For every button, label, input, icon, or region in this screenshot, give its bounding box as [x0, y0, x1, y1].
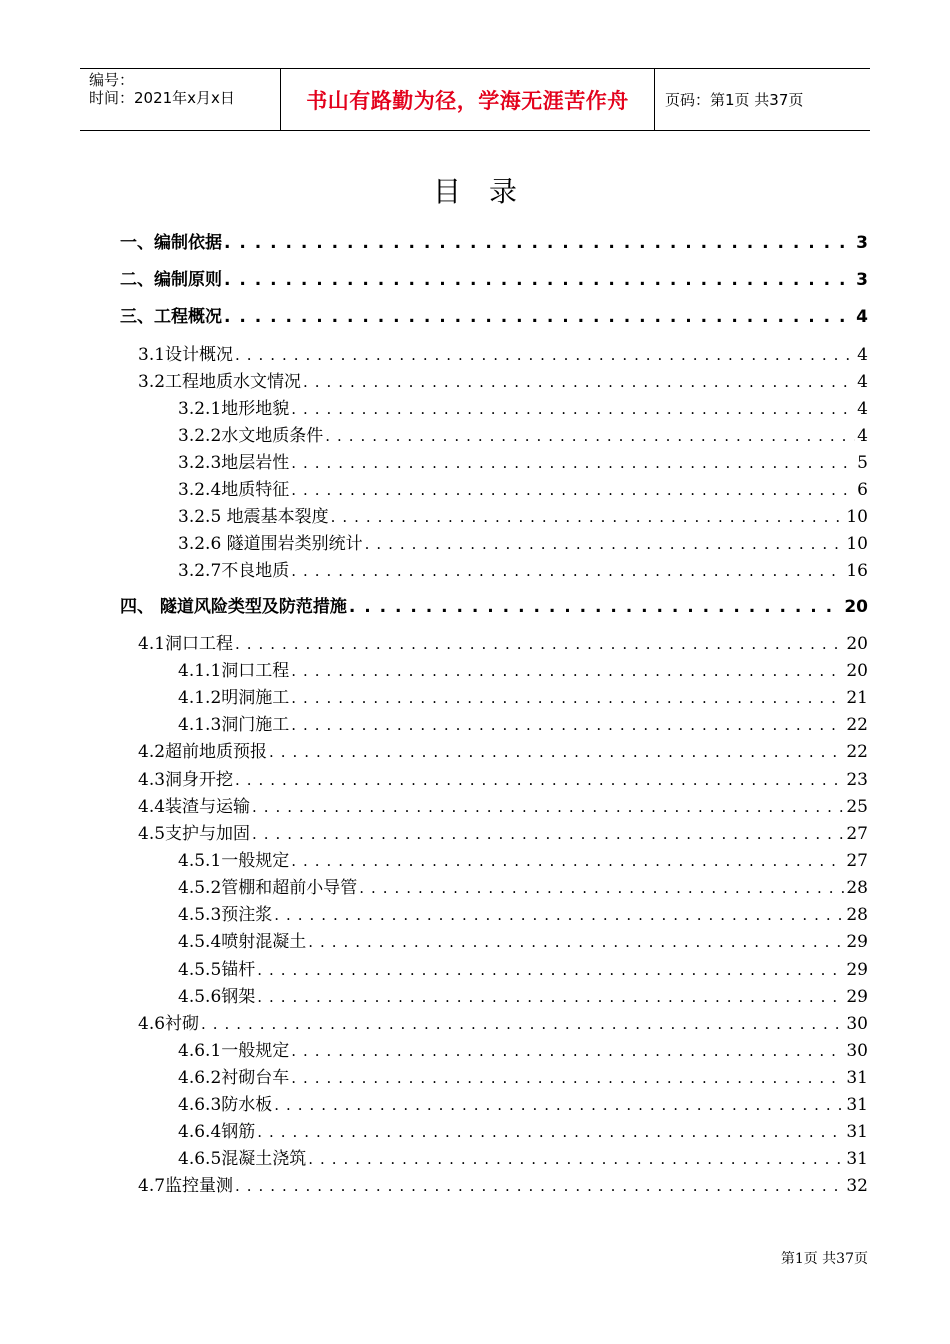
document-time-label: 时间：2021年x月x日 — [89, 89, 235, 107]
toc-entry-page: 31 — [846, 1068, 868, 1088]
toc-entry[interactable] — [178, 556, 868, 581]
toc-dot-leader — [291, 716, 844, 734]
toc-entry-page: 4 — [857, 372, 868, 392]
toc-entry-page: 28 — [846, 878, 868, 898]
toc-entry[interactable] — [178, 421, 868, 446]
toc-dot-leader — [291, 662, 844, 680]
toc-entry-label: 3.2工程地质水文情况 — [138, 372, 302, 392]
toc-entry-page: 10 — [846, 534, 868, 554]
toc-dot-leader — [235, 346, 855, 364]
toc-entry[interactable] — [178, 475, 868, 500]
toc-entry-label: 4.4装渣与运输 — [138, 797, 251, 817]
toc-entry-page: 31 — [846, 1122, 868, 1142]
toc-dot-leader — [291, 400, 855, 418]
toc-dot-leader — [235, 771, 844, 789]
toc-entry-label: 3.2.5 地震基本裂度 — [178, 507, 329, 527]
toc-entry-label: 4.2超前地质预报 — [138, 742, 268, 762]
toc-entry-label: 4.6.1一般规定 — [178, 1041, 290, 1061]
toc-entry-label: 4.6衬砌 — [138, 1014, 200, 1034]
toc-dot-leader — [303, 373, 855, 391]
toc-entry-label: 4.1洞口工程 — [138, 634, 234, 654]
toc-entry-page: 5 — [857, 453, 868, 473]
toc-entry-label: 4.7监控量测 — [138, 1176, 234, 1196]
toc-entry-page: 10 — [846, 507, 868, 527]
toc-entry[interactable] — [120, 265, 868, 290]
toc-entry-label: 4.5.6钢架 — [178, 987, 256, 1007]
toc-entry[interactable] — [138, 819, 868, 844]
toc-entry-label: 3.2.2水文地质条件 — [178, 426, 324, 446]
toc-entry-label: 4.6.3防水板 — [178, 1095, 273, 1115]
toc-entry-page: 31 — [846, 1095, 868, 1115]
toc-entry[interactable] — [178, 846, 868, 871]
toc-entry[interactable] — [178, 927, 868, 952]
toc-entry-page: 29 — [846, 960, 868, 980]
toc-entry[interactable] — [138, 765, 868, 790]
toc-entry[interactable] — [120, 228, 868, 253]
toc-dot-leader — [291, 454, 855, 472]
toc-entry-label: 4.5支护与加固 — [138, 824, 251, 844]
toc-dot-leader — [257, 988, 844, 1006]
toc-entry[interactable] — [178, 1090, 868, 1115]
toc-entry-label: 4.5.3预注浆 — [178, 905, 273, 925]
toc-entry-label: 三、工程概况 — [120, 307, 222, 327]
toc-entry[interactable] — [178, 1117, 868, 1142]
toc-dot-leader — [252, 798, 844, 816]
toc-dot-leader — [291, 1069, 844, 1087]
toc-entry[interactable] — [178, 656, 868, 681]
toc-entry-label: 4.6.4钢筋 — [178, 1122, 256, 1142]
toc-dot-leader — [274, 906, 844, 924]
toc-entry-page: 20 — [846, 634, 868, 654]
toc-entry[interactable] — [178, 1036, 868, 1061]
toc-entry-page: 6 — [857, 480, 868, 500]
toc-entry-page: 3 — [856, 270, 868, 290]
toc-entry-page: 27 — [846, 851, 868, 871]
toc-entry-page: 3 — [856, 233, 868, 253]
toc-entry-page: 31 — [846, 1149, 868, 1169]
toc-entry[interactable] — [178, 683, 868, 708]
page-footer: 第1页 共37页 — [780, 1251, 868, 1267]
toc-entry-page: 22 — [846, 742, 868, 762]
toc-entry[interactable] — [178, 982, 868, 1007]
toc-entry-page: 4 — [857, 345, 868, 365]
toc-entry-label: 4.1.2明洞施工 — [178, 688, 290, 708]
toc-entry-page: 32 — [846, 1176, 868, 1196]
toc-entry[interactable] — [178, 900, 868, 925]
toc-dot-leader — [274, 1096, 844, 1114]
toc-entry-page: 30 — [846, 1041, 868, 1061]
toc-dot-leader — [291, 481, 855, 499]
toc-entry-page: 25 — [846, 797, 868, 817]
toc-entry-page: 4 — [857, 426, 868, 446]
toc-dot-leader — [359, 879, 844, 897]
toc-entry-label: 4.6.2衬砌台车 — [178, 1068, 290, 1088]
toc-entry-label: 4.1.3洞门施工 — [178, 715, 290, 735]
toc-entry[interactable] — [178, 502, 868, 527]
toc-entry-label: 3.2.6 隧道围岩类别统计 — [178, 534, 363, 554]
toc-dot-leader — [252, 825, 844, 843]
toc-dot-leader — [224, 233, 854, 253]
toc-entry-page: 20 — [844, 597, 868, 617]
toc-dot-leader — [224, 307, 854, 327]
toc-entry-page: 30 — [846, 1014, 868, 1034]
toc-entry-label: 二、编制原则 — [120, 270, 222, 290]
toc-entry[interactable] — [178, 1144, 868, 1169]
header-motto — [281, 69, 655, 130]
toc-entry-page: 28 — [846, 905, 868, 925]
toc-dot-leader — [235, 635, 844, 653]
toc-entry-label: 3.1设计概况 — [138, 345, 234, 365]
toc-entry[interactable] — [178, 394, 868, 419]
toc-entry[interactable] — [178, 448, 868, 473]
toc-entry-label: 3.2.3地层岩性 — [178, 453, 290, 473]
toc-entry-label: 4.5.5锚杆 — [178, 960, 256, 980]
toc-entry-page: 16 — [846, 561, 868, 581]
toc-entry-label: 4.1.1洞口工程 — [178, 661, 290, 681]
toc-entry-page: 21 — [846, 688, 868, 708]
toc-entry[interactable] — [178, 529, 868, 554]
toc-entry-label: 4.6.5混凝土浇筑 — [178, 1149, 307, 1169]
toc-entry-label: 四、 隧道风险类型及防范措施 — [120, 597, 347, 617]
page-info-text: 页码：第1页 共37页 — [665, 91, 804, 109]
toc-entry-label: 4.5.4喷射混凝土 — [178, 932, 307, 952]
toc-entry[interactable] — [178, 873, 868, 898]
toc-entry[interactable] — [120, 592, 868, 617]
toc-dot-leader — [224, 270, 854, 290]
toc-entry[interactable] — [178, 710, 868, 735]
toc-dot-leader — [291, 562, 844, 580]
toc-dot-leader — [325, 427, 855, 445]
toc-dot-leader — [365, 535, 845, 553]
toc-dot-leader — [257, 1123, 844, 1141]
toc-entry[interactable] — [178, 955, 868, 980]
toc-entry-label: 3.2.7不良地质 — [178, 561, 290, 581]
toc-entry[interactable] — [138, 1171, 868, 1196]
toc-dot-leader — [349, 597, 842, 617]
header-meta — [80, 69, 281, 130]
toc-entry[interactable] — [138, 629, 868, 654]
toc-entry-label: 4.5.2管棚和超前小导管 — [178, 878, 358, 898]
toc-dot-leader — [291, 689, 844, 707]
toc-entry-label: 3.2.1地形地貌 — [178, 399, 290, 419]
toc-entry[interactable] — [138, 367, 868, 392]
page-header — [80, 68, 870, 131]
toc-entry[interactable] — [138, 737, 868, 762]
toc-dot-leader — [291, 852, 844, 870]
toc-entry[interactable] — [178, 1063, 868, 1088]
toc-entry[interactable] — [138, 792, 868, 817]
page-title: 目录 — [432, 175, 545, 208]
toc-entry-page: 20 — [846, 661, 868, 681]
header-page-info — [655, 69, 870, 130]
document-number-label: 编号： — [89, 71, 135, 89]
toc-dot-leader — [308, 1150, 844, 1168]
toc-dot-leader — [269, 743, 844, 761]
toc-entry[interactable] — [138, 340, 868, 365]
toc-entry-page: 23 — [846, 770, 868, 790]
toc-entry-page: 4 — [857, 399, 868, 419]
toc-dot-leader — [201, 1015, 844, 1033]
toc-dot-leader — [331, 508, 845, 526]
toc-dot-leader — [235, 1177, 844, 1195]
motto-text: 书山有路勤为径，学海无涯苦作舟 — [306, 88, 629, 113]
toc-entry-page: 22 — [846, 715, 868, 735]
toc-entry-label: 一、编制依据 — [120, 233, 222, 253]
toc-entry-page: 29 — [846, 987, 868, 1007]
toc-dot-leader — [257, 961, 844, 979]
toc-entry-page: 4 — [856, 307, 868, 327]
toc-dot-leader — [308, 933, 844, 951]
toc-entry[interactable] — [138, 1009, 868, 1034]
toc-entry-label: 4.3洞身开挖 — [138, 770, 234, 790]
toc-entry-label: 4.5.1一般规定 — [178, 851, 290, 871]
toc-entry-page: 29 — [846, 932, 868, 952]
toc-dot-leader — [291, 1042, 844, 1060]
toc-entry-page: 27 — [846, 824, 868, 844]
toc-entry[interactable] — [120, 302, 868, 327]
toc-entry-label: 3.2.4地质特征 — [178, 480, 290, 500]
